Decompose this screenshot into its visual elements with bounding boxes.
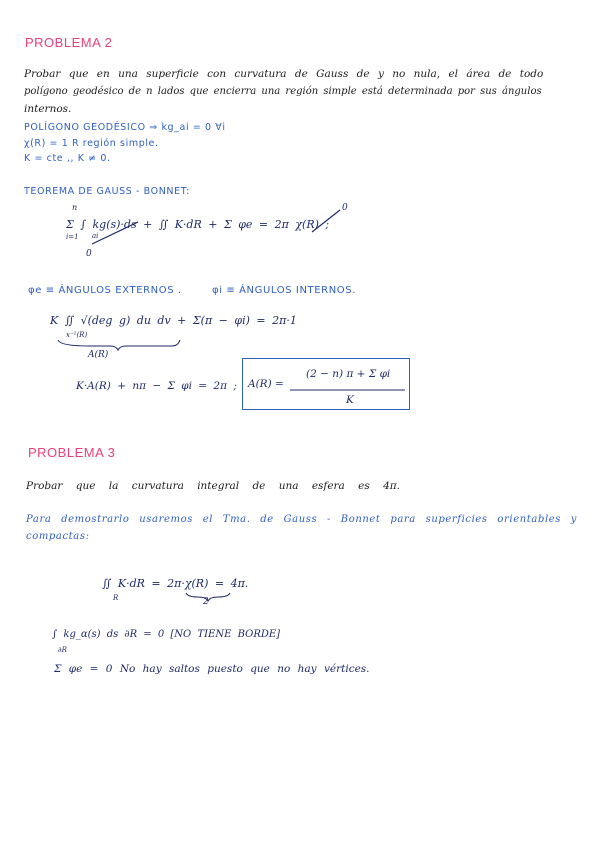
border-equation: ∫ kg_α(s) ds ∂R = 0 [NO TIENE BORDE] xyxy=(52,629,281,640)
area-equation: K ∬ √(deg g) du dv + Σ(π − φi) = 2π·1 xyxy=(50,314,297,327)
gauss-bonnet-zero-top: 0 xyxy=(342,203,348,213)
area-relation: K·A(R) + nπ − Σ φi = 2π ; xyxy=(76,380,237,392)
hypothesis-geodesic: POLÍGONO GEODÉSICO ⇒ kg_ai = 0 ∀i xyxy=(24,122,226,133)
problem-3-intro-line-1: Para demostrarlo usaremos el Tma. de Gauss - Bonnet para superficies orientables y xyxy=(26,514,578,525)
sphere-equation-domain: R xyxy=(113,594,119,602)
hypothesis-constant-k: K = cte ,, K ≠ 0. xyxy=(24,153,111,164)
angles-equation: Σ φe = 0 No hay saltos puesto que no hay vértices. xyxy=(54,663,370,675)
problem-2-statement-line-2: polígono geodésico de n lados que encierra una región simple está determinada por sus ángulos xyxy=(24,86,542,97)
euler-underbrace xyxy=(186,593,230,601)
gauss-bonnet-sum-bottom: i=1 xyxy=(66,233,79,241)
gauss-bonnet-formula: Σ ∫ kg(s)·ds + ∬ K·dR + Σ φe = 2π χ(R) ; xyxy=(66,218,330,231)
problem-3-statement: Probar que la curvatura integral de una esfera es 4π. xyxy=(26,480,401,492)
gauss-bonnet-sum-top: n xyxy=(72,203,78,212)
sphere-equation-denominator: 2 xyxy=(203,597,209,607)
problem-2-statement-line-1: Probar que en una superficie con curvatura de Gauss de y no nula, el área de todo xyxy=(24,68,544,80)
cancel-stroke-integral xyxy=(92,222,138,244)
problem-2-statement-line-3: internos. xyxy=(24,103,72,115)
problem-2-title: PROBLEMA 2 xyxy=(25,35,113,50)
sphere-curvature-equation: ∬ K·dR = 2π·χ(R) = 4π. xyxy=(102,577,249,590)
area-brace xyxy=(58,340,180,350)
result-lhs: A(R) = xyxy=(248,378,284,390)
area-equation-domain: x⁻¹(R) xyxy=(66,331,88,339)
interior-angles-definition: φi ≡ ÁNGULOS INTERNOS. xyxy=(212,285,356,296)
exterior-angles-definition: φe ≡ ÁNGULOS EXTERNOS . xyxy=(28,285,182,296)
gauss-bonnet-title: TEOREMA DE GAUSS - BONNET: xyxy=(24,186,190,197)
result-denominator: K xyxy=(346,394,354,406)
problem-3-intro-line-2: compactas: xyxy=(26,531,90,542)
cancel-stroke-euler xyxy=(312,210,340,232)
hypothesis-euler: χ(R) = 1 R región simple. xyxy=(24,138,159,149)
area-brace-label: A(R) xyxy=(88,350,109,360)
gauss-bonnet-integral-sub: ai xyxy=(92,232,99,240)
result-numerator: (2 − n) π + Σ φi xyxy=(306,368,391,380)
gauss-bonnet-zero-bottom: 0 xyxy=(86,249,92,259)
problem-3-title: PROBLEMA 3 xyxy=(28,445,116,460)
border-equation-domain: ∂R xyxy=(58,646,67,654)
